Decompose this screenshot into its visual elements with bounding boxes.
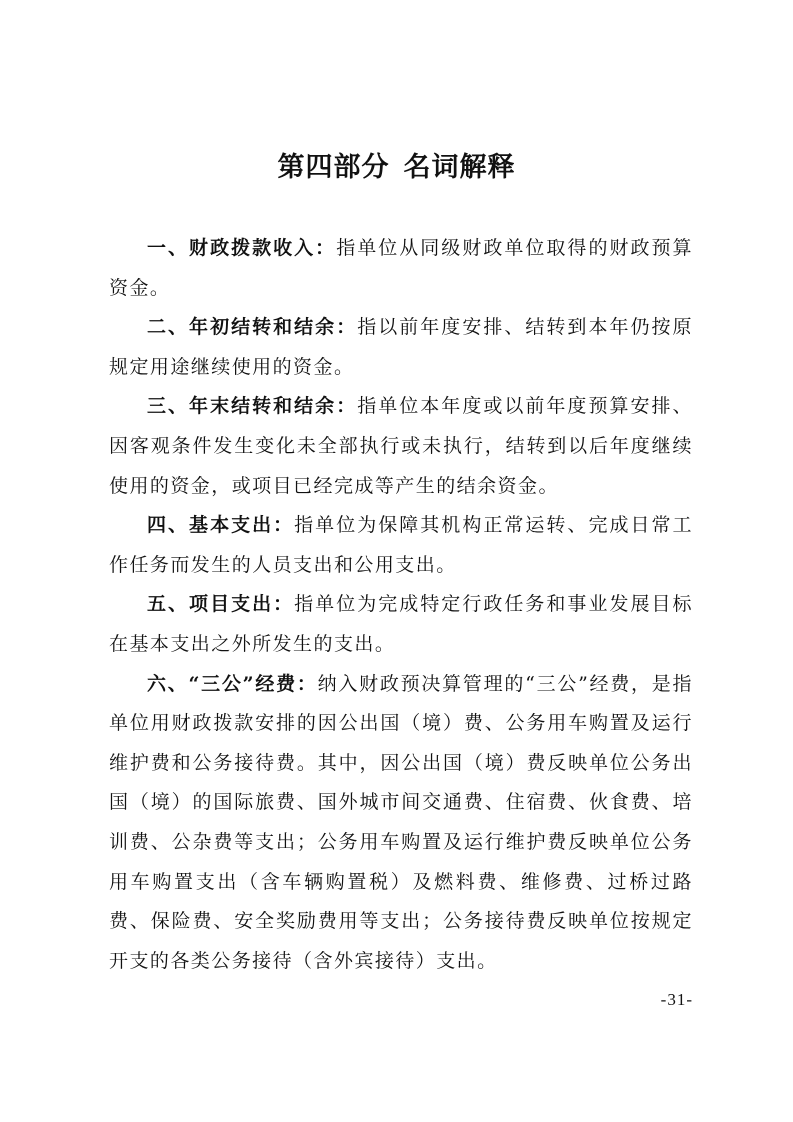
term-label: 二、年初结转和结余：	[147, 316, 358, 339]
term-definition: 指单位为保障其机构正常运转、完成日常工作任务而发生的人员支出和公用支出。	[109, 514, 693, 576]
glossary-item-three-public-expenses	[109, 665, 693, 982]
term-label: 六、“三公”经费：	[147, 672, 318, 695]
term-definition: 指单位为完成特定行政任务和事业发展目标在基本支出之外所发生的支出。	[109, 593, 693, 655]
title-part-number: 第四部分	[277, 152, 390, 183]
glossary-body	[109, 229, 693, 981]
term-definition: 指单位本年度或以前年度预算安排、因客观条件发生变化未全部执行或未执行，结转到以后年度继续使用的资金，或项目已经完成等产生的结余资金。	[109, 395, 693, 497]
glossary-item-closing-carryover	[109, 387, 693, 506]
term-label: 四、基本支出：	[147, 514, 295, 537]
glossary-item-fiscal-appropriation-income	[109, 229, 693, 308]
term-label: 一、财政拨款收入：	[147, 237, 337, 259]
term-label: 三、年末结转和结余：	[147, 395, 358, 418]
term-definition: 指单位从同级财政单位取得的财政预算资金。	[109, 237, 693, 299]
page-number: -31-	[660, 990, 693, 1009]
glossary-item-project-expenditure	[109, 585, 693, 664]
term-definition: 指以前年度安排、结转到本年仍按原规定用途继续使用的资金。	[109, 316, 693, 378]
term-definition: 纳入财政预决算管理的“三公”经费，是指单位用财政拨款安排的因公出国（境）费、公务用车购置及运行维护费和公务接待费。其中，因公出国（境）费反映单位公务出国（境）的国际旅费、国外城市间交通费、住宿费、伙食费、培训费、公杂费等支出；公务用车购置及运行维护费反映单位公务用车购置支出（含车辆购置税）及燃料费、维修费、过桥过路费、保险费、安全奖励费用等支出；公务接待费反映单位按规定开支的各类公务接待（含外宾接待）支出。	[109, 672, 693, 972]
glossary-item-basic-expenditure	[109, 506, 693, 585]
page-title	[0, 148, 793, 188]
glossary-item-opening-carryover	[109, 308, 693, 387]
title-part-name: 名词解释	[403, 152, 516, 183]
term-label: 五、项目支出：	[147, 593, 295, 616]
